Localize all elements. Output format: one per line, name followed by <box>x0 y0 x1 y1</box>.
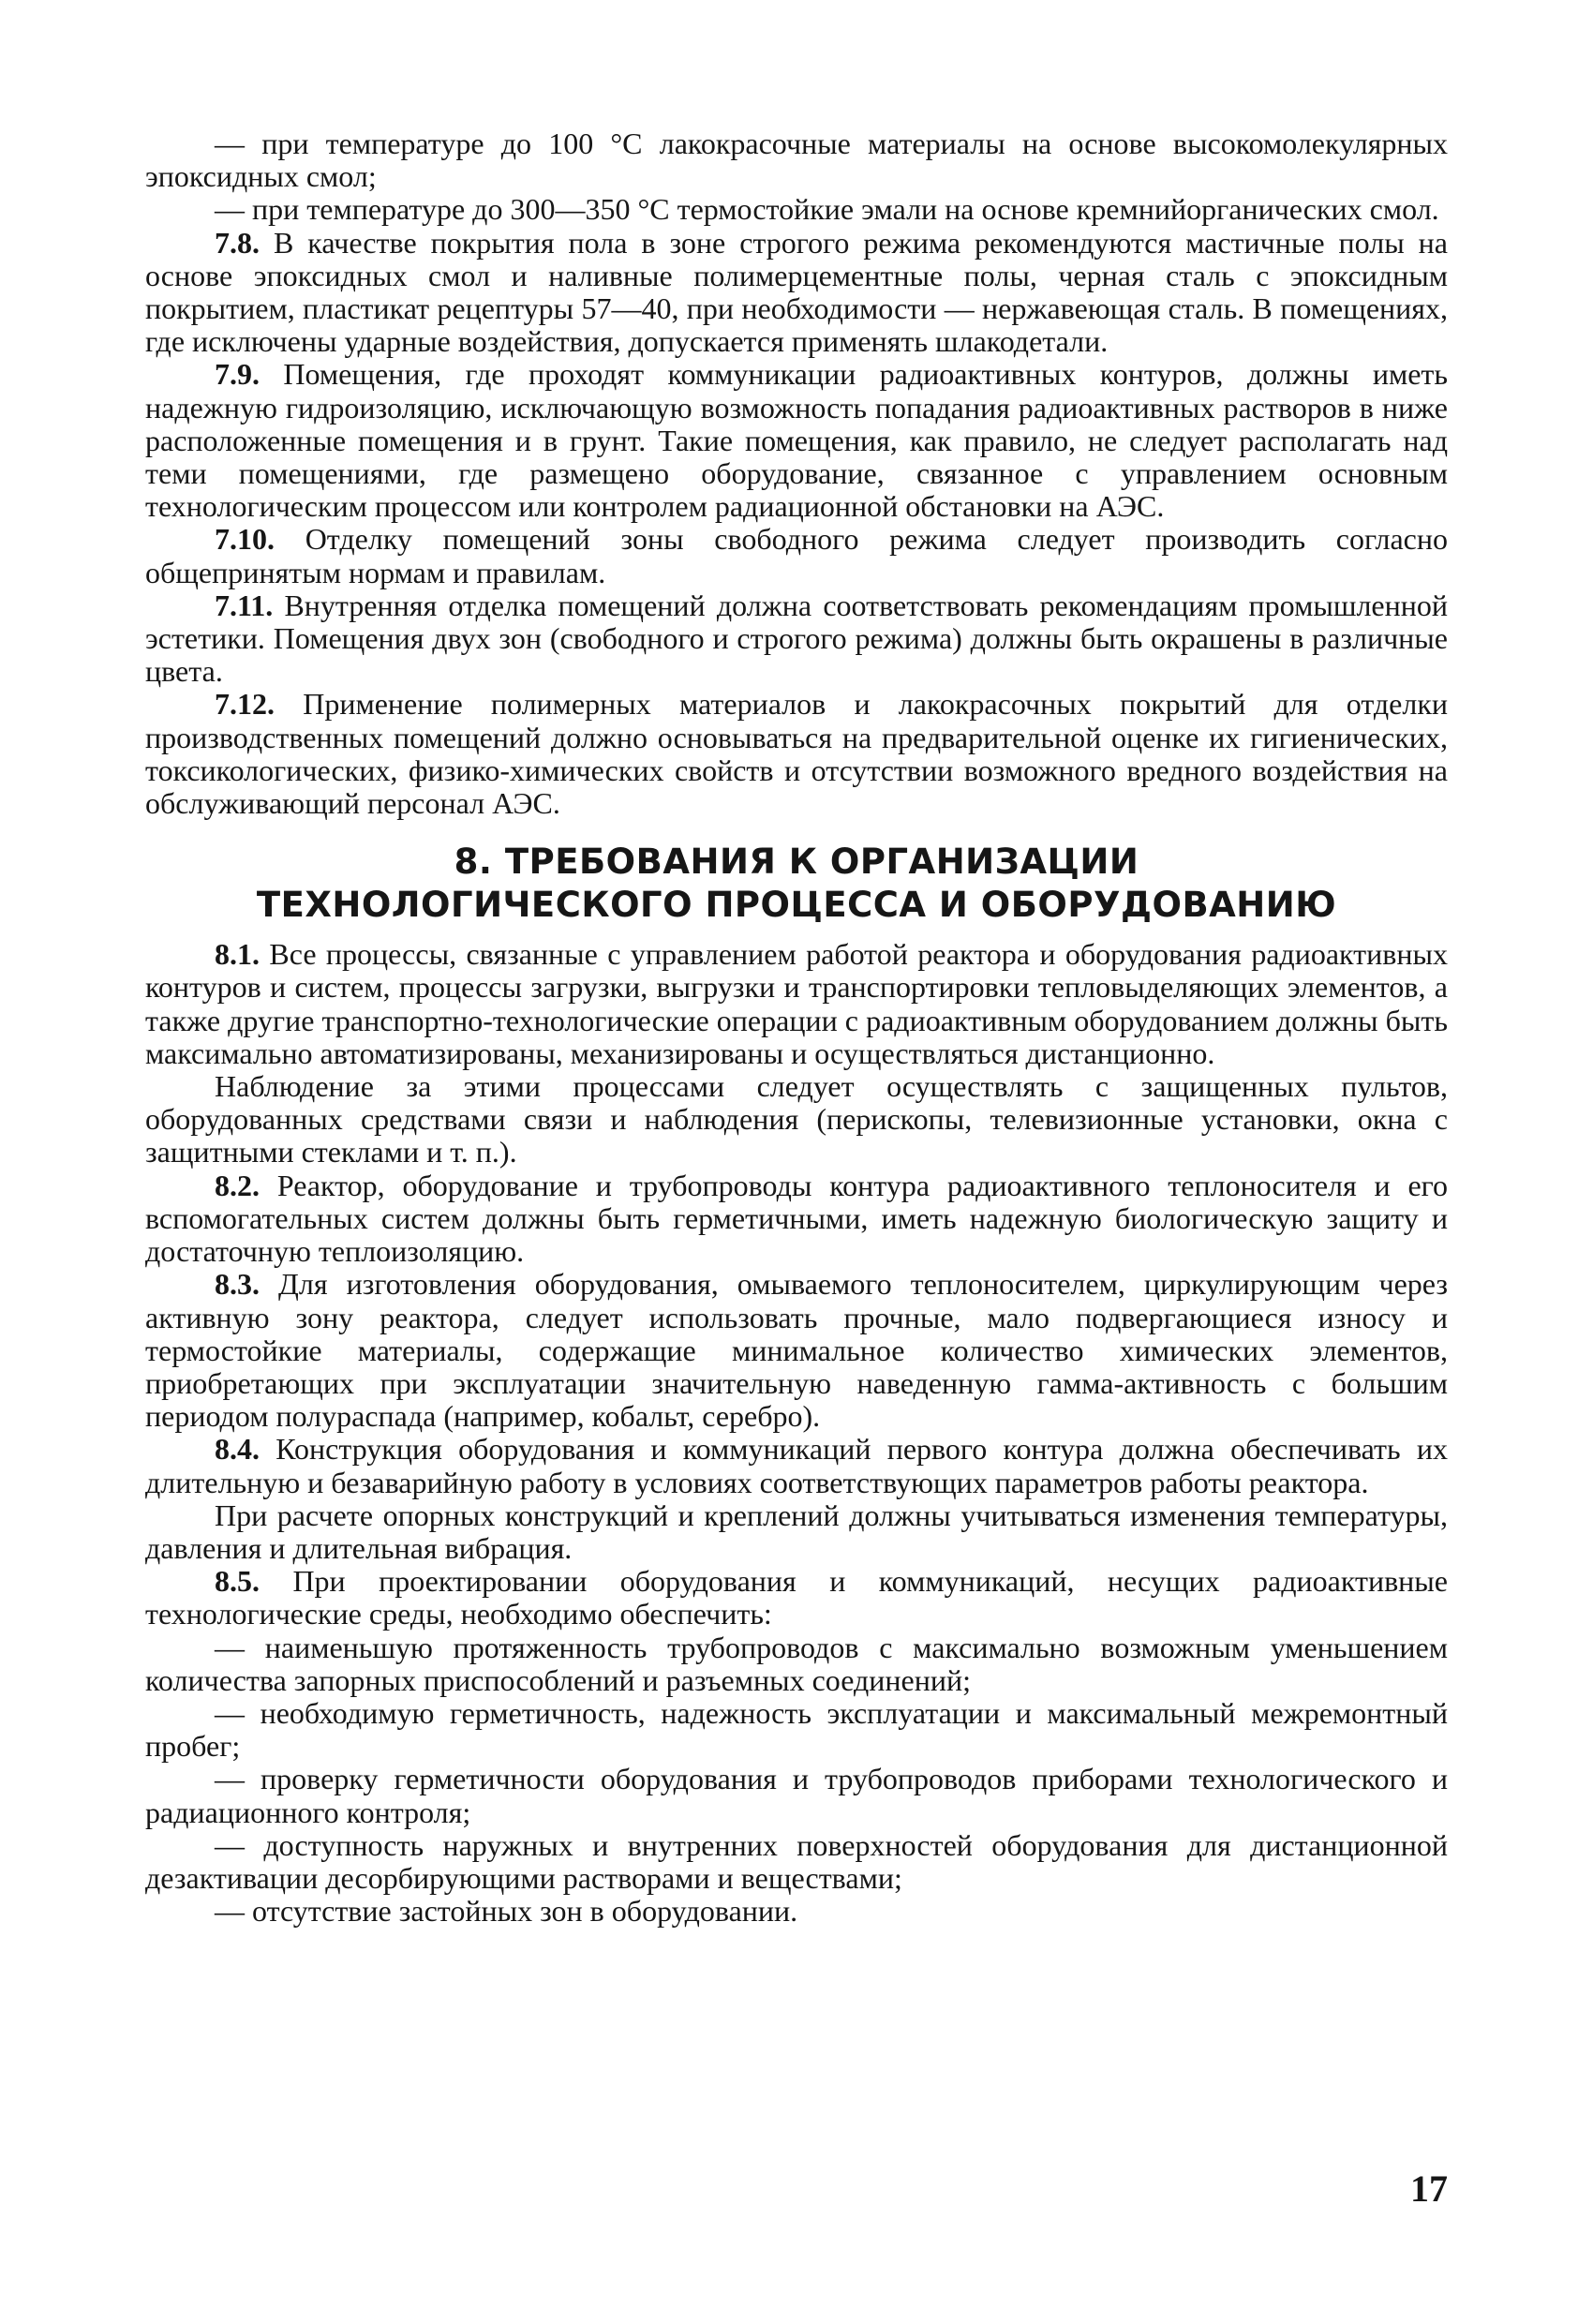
paragraph: Наблюдение за этими процессами следует осуществлять с защищенных пультов, оборудованных средствами связи и наблюдения (перископы, телевизионные установки, окна с защитными стеклами и т. п.). <box>145 1069 1448 1169</box>
section-heading-line-2: ТЕХНОЛОГИЧЕСКОГО ПРОЦЕССА И ОБОРУДОВАНИЮ <box>256 885 1337 926</box>
paragraphs-bottom <box>145 938 1448 1928</box>
paragraphs-top <box>145 127 1448 820</box>
clause-number: 7.8. <box>215 225 260 260</box>
page-number: 17 <box>1410 2168 1448 2210</box>
clause-number: 8.1. <box>215 937 260 972</box>
clause-number: 7.10. <box>215 522 275 557</box>
list-item: — необходимую герметичность, надежность эксплуатации и максимальный межремонтный пробег; <box>145 1695 1448 1764</box>
paragraph-7-10: 7.10. Отделку помещений зоны свободного режима следует производить согласно общепринятым нормам и правилам. <box>145 522 1448 589</box>
paragraph: — при температуре до 300—350 °С термостойкие эмали на основе кремнийорганических смол. <box>215 192 1439 227</box>
paragraph-8-3: 8.3. Для изготовления оборудования, омываемого теплоносителем, циркулирующим через активную зону реактора, следует использовать прочные, мало подвергающиеся износу и термостойкие материалы, содержащие минимальное количество химических элементов, приобретающих при эксплуатации значительную наведенную гамма-активность с большим периодом полураспада (например, кобальт, серебро). <box>145 1267 1448 1434</box>
paragraph-8-1: 8.1. Все процессы, связанные с управлением работой реактора и оборудования радиоактивных контуров и систем, процессы загрузки, выгрузки и транспортировки тепловыделяющих элементов, а также другие транспортно-технологические операции с радиоактивным оборудованием должны быть максимально автоматизированы, механизированы и осуществляться дистанционно. <box>145 937 1448 1070</box>
paragraph-7-12: 7.12. Применение полимерных материалов и лакокрасочных покрытий для отделки производственных помещений должно основываться на предварительной оценке их гигиенических, токсикологических, физико-химических свойств и отсутствии возможного вредного воздействия на обслуживающий персонал АЭС. <box>145 687 1448 821</box>
clause-number: 8.3. <box>215 1267 260 1302</box>
paragraph-8-2: 8.2. Реактор, оборудование и трубопроводы контура радиоактивного теплоносителя и его вспомогательных систем должны быть герметичными, иметь надежную биологическую защиту и достаточную теплоизоляцию. <box>145 1168 1448 1269</box>
clause-number: 7.12. <box>215 687 275 722</box>
clause-number: 8.5. <box>215 1564 260 1599</box>
clause-number: 8.4. <box>215 1432 260 1467</box>
paragraph-7-9: 7.9. Помещения, где проходят коммуникации радиоактивных контуров, должны иметь надежную гидроизоляцию, исключающую возможность попадания радиоактивных растворов в ниже расположенные помещения и в грунт. Такие помещения, как правило, не следует располагать над теми помещениями, где размещено оборудование, связанное с управлением основным технологическим процессом или контролем радиационной обстановки на АЭС. <box>145 357 1448 524</box>
list-item: — доступность наружных и внутренних поверхностей оборудования для дистанционной дезактивации десорбирующими растворами и веществами; <box>145 1827 1448 1895</box>
document-page <box>145 127 1448 1928</box>
clause-number: 7.9. <box>215 357 260 392</box>
clause-number: 8.2. <box>215 1168 260 1202</box>
list-item: — отсутствие застойных зон в оборудовании. <box>215 1894 798 1929</box>
paragraph-7-8: 7.8. В качестве покрытия пола в зоне строгого режима рекомендуются мастичные полы на основе эпоксидных смол и наливные полимерцементные полы, черная сталь с эпоксидным покрытием, пластикат рецептуры 57—40, при необходимости — нержавеющая сталь. В помещениях, где исключены ударные воздействия, допускается применять шлакодетали. <box>145 225 1448 359</box>
paragraph-7-11: 7.11. Внутренняя отделка помещений должна соответствовать рекомендациям промышленной эстетики. Помещения двух зон (свободного и строгого режима) должны быть окрашены в различные цвета. <box>145 588 1448 689</box>
clause-number: 7.11. <box>215 588 274 622</box>
paragraph: — при температуре до 100 °С лакокрасочные материалы на основе высокомолекулярных эпоксидных смол; <box>145 127 1448 194</box>
paragraph: При расчете опорных конструкций и креплений должны учитываться изменения температуры, давления и длительная вибрация. <box>145 1497 1448 1565</box>
paragraph-8-5: 8.5. При проектировании оборудования и коммуникаций, несущих радиоактивные технологические среды, необходимо обеспечить: <box>145 1564 1448 1631</box>
paragraph-8-4: 8.4. Конструкция оборудования и коммуникаций первого контура должна обеспечивать их длительную и безаварийную работу в условиях соответствующих параметров работы реактора. <box>145 1432 1448 1499</box>
list-item: — проверку герметичности оборудования и трубопроводов приборами технологического и радиационного контроля; <box>145 1762 1448 1829</box>
section-heading <box>145 841 1448 927</box>
section-heading-line-1: 8. ТРЕБОВАНИЯ К ОРГАНИЗАЦИИ <box>454 842 1139 883</box>
list-item: — наименьшую протяженность трубопроводов с максимально возможным уменьшением количества запорных приспособлений и разъемных соединений; <box>145 1630 1448 1697</box>
